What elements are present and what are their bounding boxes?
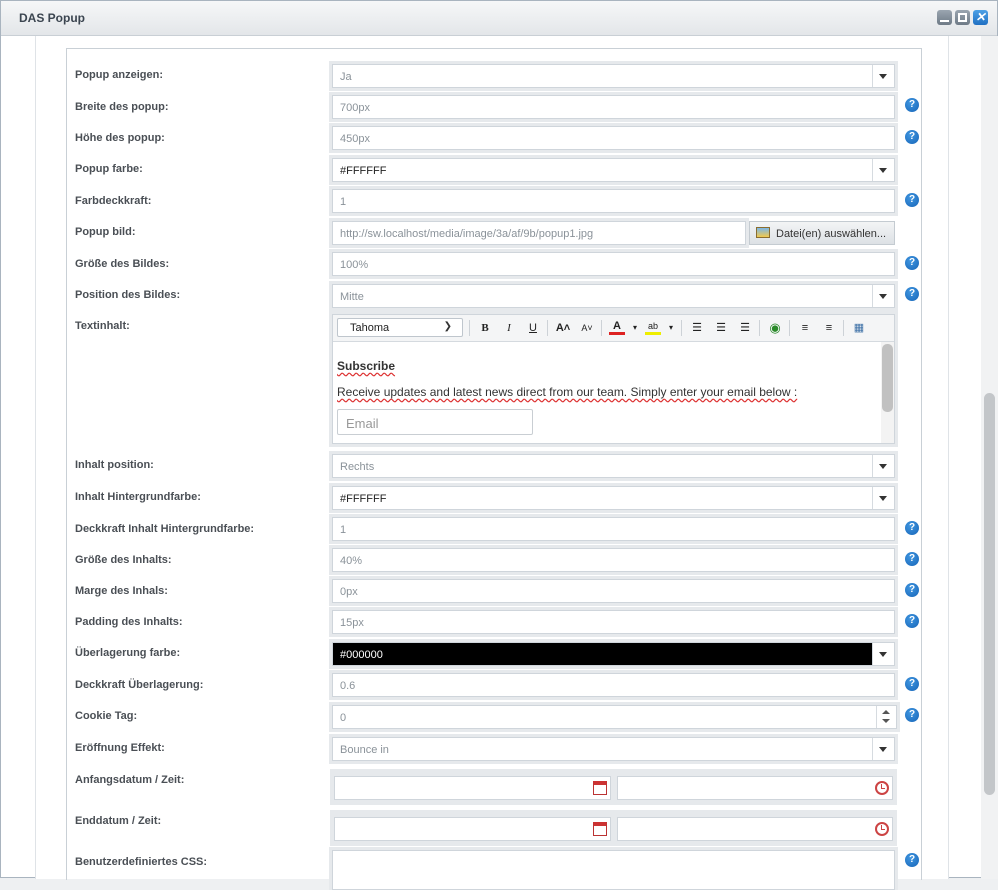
cookie-tag-stepper[interactable]: [332, 705, 897, 729]
highlight-color-icon[interactable]: ab: [645, 320, 661, 335]
hoehe-value: 450px: [340, 133, 370, 145]
image-icon: [756, 227, 770, 238]
help-icon[interactable]: ?: [905, 130, 919, 144]
toolbar-divider: [469, 320, 470, 336]
html-source-icon[interactable]: ▦: [853, 322, 865, 334]
minimize-icon: [940, 20, 949, 22]
eroeffnung-effekt-value: Bounce in: [340, 744, 389, 756]
underline-icon[interactable]: U: [529, 322, 537, 334]
label-breite: Breite des popup:: [75, 101, 169, 113]
stepper-down-icon[interactable]: [882, 719, 890, 723]
marge-inhals-value: 0px: [340, 586, 358, 598]
ueberlagerung-farbe-select[interactable]: [332, 642, 895, 666]
editor-content[interactable]: [337, 345, 880, 443]
label-padding-inhalts: Padding des Inhalts:: [75, 616, 183, 628]
farbdeckkraft-input[interactable]: [332, 189, 895, 213]
deckkraft-ueberlagerung-input[interactable]: [332, 673, 895, 697]
chevron-down-icon[interactable]: [872, 643, 894, 665]
email-field[interactable]: [337, 409, 533, 435]
label-marge-inhals: Marge des Inhals:: [75, 585, 168, 597]
select-file-button[interactable]: [749, 221, 895, 245]
position-bild-value: Mitte: [340, 291, 364, 303]
toolbar-divider: [843, 320, 844, 336]
label-groesse-inhalts: Größe des Inhalts:: [75, 554, 172, 566]
insert-link-icon[interactable]: ◉: [769, 320, 781, 335]
font-select[interactable]: [337, 318, 463, 337]
chevron-down-icon[interactable]: [872, 738, 894, 760]
padding-inhalts-input[interactable]: [332, 610, 895, 634]
chevron-down-icon[interactable]: [872, 285, 894, 307]
editor-scrollbar[interactable]: [881, 342, 894, 443]
inhalt-hintergrundfarbe-value: #FFFFFF: [340, 493, 387, 505]
help-icon[interactable]: ?: [905, 853, 919, 867]
select-file-label: Datei(en) auswählen...: [776, 228, 887, 240]
label-textinhalt: Textinhalt:: [75, 320, 130, 332]
editor-heading: Subscribe: [337, 359, 396, 373]
padding-inhalts-value: 15px: [340, 617, 364, 629]
toolbar-divider: [681, 320, 682, 336]
label-enddatum: Enddatum / Zeit:: [75, 815, 162, 827]
font-size-increase-icon[interactable]: A˄: [555, 322, 571, 334]
rich-text-editor[interactable]: [332, 314, 895, 444]
email-placeholder: Email: [346, 416, 379, 431]
font-name: Tahoma: [350, 322, 390, 334]
window-titlebar[interactable]: [1, 1, 997, 36]
scrollbar-thumb[interactable]: [984, 393, 995, 795]
label-deckkraft-ueberlagerung: Deckkraft Überlagerung:: [75, 679, 204, 691]
align-left-icon[interactable]: ☰: [692, 322, 702, 334]
label-popup-bild: Popup bild:: [75, 226, 136, 238]
deckkraft-inhalt-value: 1: [340, 524, 347, 536]
help-icon[interactable]: ?: [905, 583, 919, 597]
chevron-down-icon[interactable]: [872, 455, 894, 477]
enddatum-date-input[interactable]: [334, 817, 611, 841]
label-inhalt-hintergrundfarbe: Inhalt Hintergrundfarbe:: [75, 491, 201, 503]
bold-icon[interactable]: B: [481, 322, 489, 334]
editor-toolbar: [333, 315, 894, 342]
help-icon[interactable]: ?: [905, 614, 919, 628]
ordered-list-icon[interactable]: ≡: [801, 322, 809, 334]
toolbar-divider: [759, 320, 760, 336]
anfangsdatum-time-input[interactable]: [617, 776, 893, 800]
inhalt-position-select[interactable]: [332, 454, 895, 478]
groesse-inhalts-input[interactable]: [332, 548, 895, 572]
label-popup-anzeigen: Popup anzeigen:: [75, 69, 163, 81]
label-ueberlagerung-farbe: Überlagerung farbe:: [75, 647, 181, 659]
popup-farbe-value: #FFFFFF: [340, 165, 387, 177]
unordered-list-icon[interactable]: ≡: [825, 322, 833, 334]
popup-anzeigen-select[interactable]: [332, 64, 895, 88]
inhalt-hintergrundfarbe-select[interactable]: [332, 486, 895, 510]
deckkraft-ueberlagerung-value: 0.6: [340, 680, 356, 692]
close-icon: ✕: [975, 10, 986, 24]
groesse-bild-input[interactable]: [332, 252, 895, 276]
anfangsdatum-date-input[interactable]: [334, 776, 611, 800]
label-farbdeckkraft: Farbdeckkraft:: [75, 195, 152, 207]
toolbar-divider: [547, 320, 548, 336]
label-hoehe: Höhe des popup:: [75, 132, 165, 144]
stepper-buttons[interactable]: [876, 706, 896, 728]
clock-icon[interactable]: [875, 781, 889, 795]
stepper-up-icon[interactable]: [882, 710, 890, 714]
breite-value: 700px: [340, 102, 370, 114]
label-anfangsdatum: Anfangsdatum / Zeit:: [75, 774, 185, 786]
chevron-down-icon[interactable]: ▾: [632, 323, 637, 332]
breite-input[interactable]: [332, 95, 895, 119]
popup-anzeigen-value: Ja: [340, 71, 352, 83]
clock-icon[interactable]: [875, 822, 889, 836]
custom-css-textarea[interactable]: [332, 850, 895, 890]
help-icon[interactable]: ?: [905, 193, 919, 207]
help-icon[interactable]: ?: [905, 677, 919, 691]
farbdeckkraft-value: 1: [340, 196, 347, 208]
window-title: DAS Popup: [19, 11, 85, 25]
italic-icon[interactable]: I: [507, 322, 511, 334]
label-groesse-bild: Größe des Bildes:: [75, 258, 170, 270]
maximize-icon: [958, 13, 967, 22]
inhalt-position-value: Rechts: [340, 461, 375, 473]
help-icon[interactable]: ?: [905, 552, 919, 566]
align-center-icon[interactable]: ☰: [716, 322, 726, 334]
help-icon[interactable]: ?: [905, 708, 919, 722]
chevron-down-icon: ❯: [443, 321, 452, 332]
label-eroeffnung-effekt: Eröffnung Effekt:: [75, 742, 165, 754]
minimize-button[interactable]: [937, 10, 952, 25]
chevron-down-icon[interactable]: [872, 159, 894, 181]
label-cookie-tag: Cookie Tag:: [75, 710, 138, 722]
text-color-icon[interactable]: A: [609, 320, 625, 335]
label-custom-css: Benutzerdefiniertes CSS:: [75, 856, 208, 868]
label-deckkraft-inhalt: Deckkraft Inhalt Hintergrundfarbe:: [75, 523, 255, 535]
label-inhalt-position: Inhalt position:: [75, 459, 154, 471]
label-position-bild: Position des Bildes:: [75, 289, 181, 301]
calendar-icon[interactable]: [593, 781, 607, 795]
chevron-down-icon[interactable]: [872, 487, 894, 509]
groesse-inhalts-value: 40%: [340, 555, 363, 567]
help-icon[interactable]: ?: [905, 98, 919, 112]
maximize-button[interactable]: [955, 10, 970, 25]
hoehe-input[interactable]: [332, 126, 895, 150]
calendar-icon[interactable]: [593, 822, 607, 836]
eroeffnung-effekt-select[interactable]: [332, 737, 895, 761]
chevron-down-icon[interactable]: ▾: [668, 323, 673, 332]
close-button[interactable]: [973, 10, 988, 25]
popup-farbe-select[interactable]: [332, 158, 895, 182]
popup-bild-value: http://sw.localhost/media/image/3a/af/9b/popup1.jpg: [340, 228, 594, 240]
help-icon[interactable]: ?: [905, 287, 919, 301]
ueberlagerung-farbe-value: #000000: [340, 649, 383, 661]
cookie-tag-value: 0: [340, 712, 347, 724]
position-bild-select[interactable]: [332, 284, 895, 308]
font-size-decrease-icon[interactable]: A˅: [581, 323, 593, 333]
groesse-bild-value: 100%: [340, 259, 369, 271]
editor-scrollbar-thumb[interactable]: [882, 344, 893, 412]
enddatum-time-input[interactable]: [617, 817, 893, 841]
align-right-icon[interactable]: ☰: [740, 322, 750, 334]
popup-bild-input[interactable]: [332, 221, 746, 245]
toolbar-divider: [789, 320, 790, 336]
help-icon[interactable]: ?: [905, 521, 919, 535]
chevron-down-icon[interactable]: [872, 65, 894, 87]
toolbar-divider: [601, 320, 602, 336]
deckkraft-inhalt-input[interactable]: [332, 517, 895, 541]
marge-inhals-input[interactable]: [332, 579, 895, 603]
help-icon[interactable]: ?: [905, 256, 919, 270]
label-popup-farbe: Popup farbe:: [75, 163, 143, 175]
editor-body-text: Receive updates and latest news direct from our team. Simply enter your email below :: [337, 385, 798, 399]
